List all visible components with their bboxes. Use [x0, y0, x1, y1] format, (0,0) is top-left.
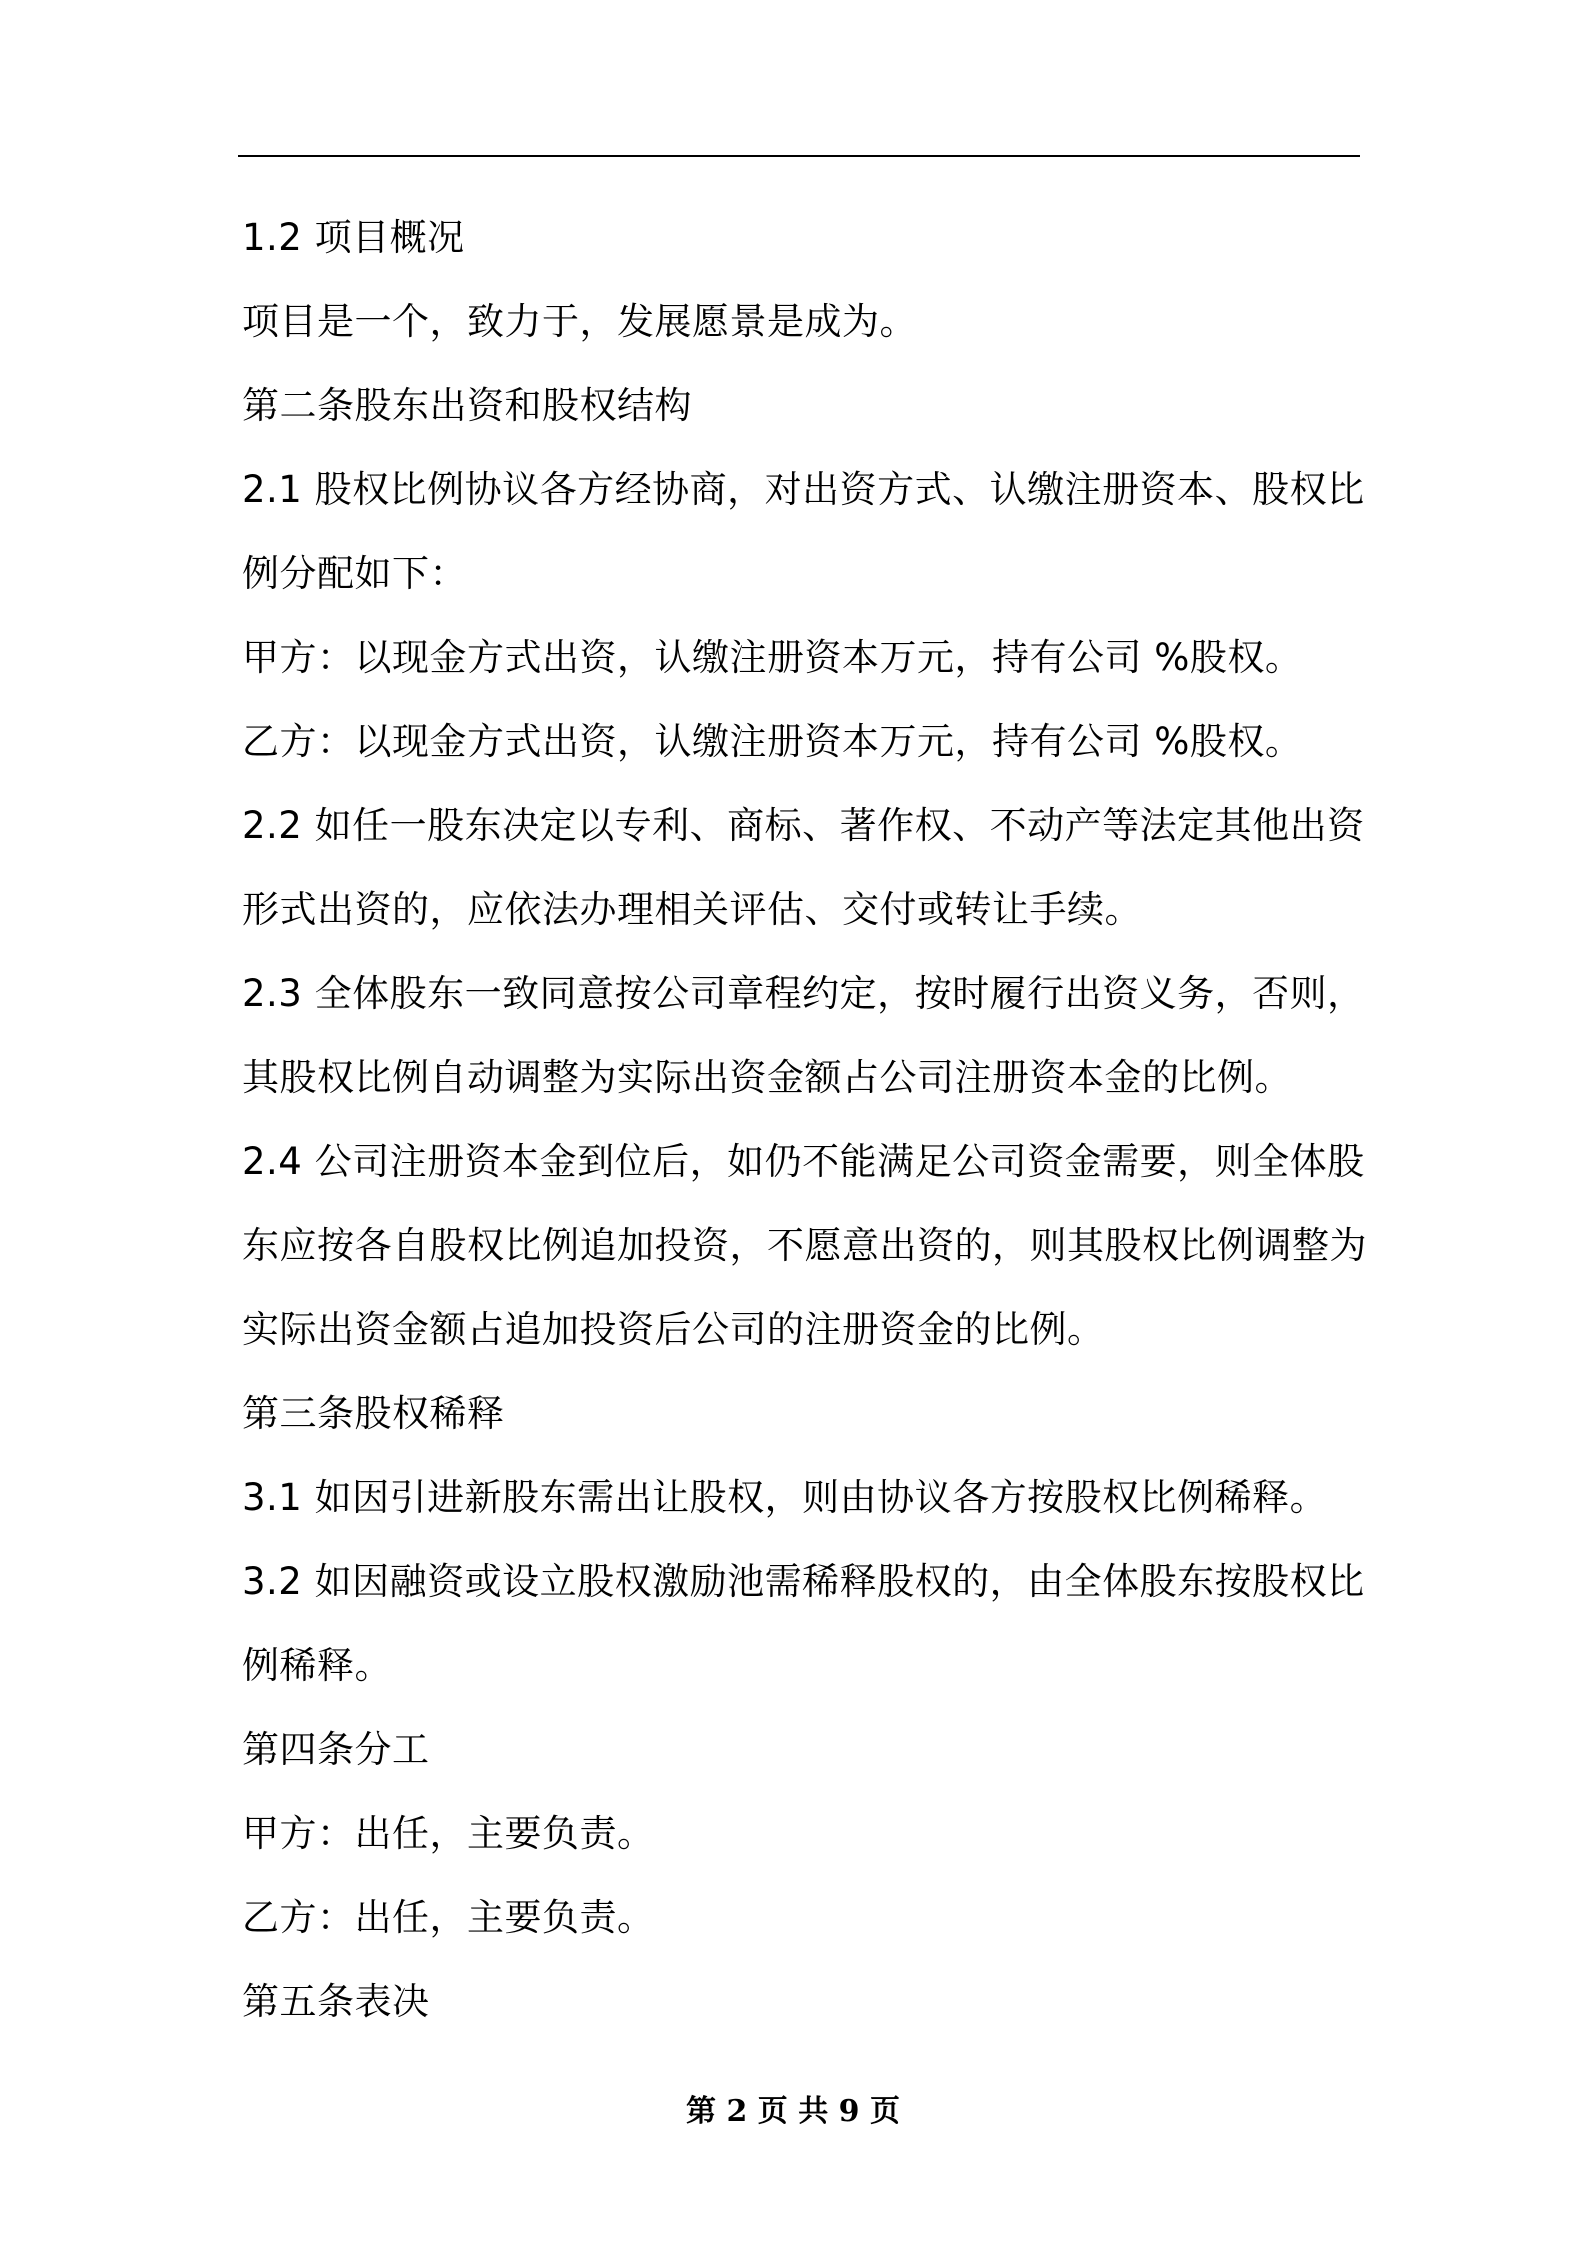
document-body	[242, 196, 1367, 2044]
paragraph-line: 2.4 公司注册资本金到位后，如仍不能满足公司资金需要，则全体股	[242, 1140, 1365, 1183]
paragraph-line: 甲方：出任，主要负责。	[242, 1812, 655, 1855]
paragraph-line: 实际出资金额占追加投资后公司的注册资金的比例。	[242, 1308, 1105, 1351]
header-rule	[238, 155, 1360, 157]
paragraph-line: 2.2 如任一股东决定以专利、商标、著作权、不动产等法定其他出资	[242, 804, 1365, 847]
paragraph-line: 东应按各自股权比例追加投资，不愿意出资的，则其股权比例调整为	[242, 1224, 1367, 1267]
paragraph-line: 3.2 如因融资或设立股权激励池需稀释股权的，由全体股东按股权比	[242, 1560, 1365, 1603]
article-heading-5: 第五条表决	[242, 1980, 430, 2023]
article-heading-3: 第三条股权稀释	[242, 1392, 505, 1435]
paragraph-line: 3.1 如因引进新股东需出让股权，则由协议各方按股权比例稀释。	[242, 1476, 1328, 1519]
section-heading-1-2: 1.2 项目概况	[242, 216, 465, 259]
paragraph-line: 2.3 全体股东一致同意按公司章程约定，按时履行出资义务，否则，	[242, 972, 1365, 1015]
paragraph-line: 形式出资的，应依法办理相关评估、交付或转让手续。	[242, 888, 1142, 931]
page-indicator: 第 2 页 共 9 页	[686, 2094, 900, 2129]
paragraph-line: 项目是一个，致力于，发展愿景是成为。	[242, 300, 917, 343]
paragraph-line: 例分配如下：	[242, 552, 467, 595]
article-heading-4: 第四条分工	[242, 1728, 430, 1771]
paragraph-line: 2.1 股权比例协议各方经协商，对出资方式、认缴注册资本、股权比	[242, 468, 1365, 511]
article-heading-2: 第二条股东出资和股权结构	[242, 384, 692, 427]
paragraph-line: 甲方：以现金方式出资，认缴注册资本万元，持有公司 %股权。	[242, 636, 1303, 679]
paragraph-line: 乙方：以现金方式出资，认缴注册资本万元，持有公司 %股权。	[242, 720, 1303, 763]
paragraph-line: 例稀释。	[242, 1644, 392, 1687]
paragraph-line: 乙方：出任，主要负责。	[242, 1896, 655, 1939]
paragraph-line: 其股权比例自动调整为实际出资金额占公司注册资本金的比例。	[242, 1056, 1292, 1099]
